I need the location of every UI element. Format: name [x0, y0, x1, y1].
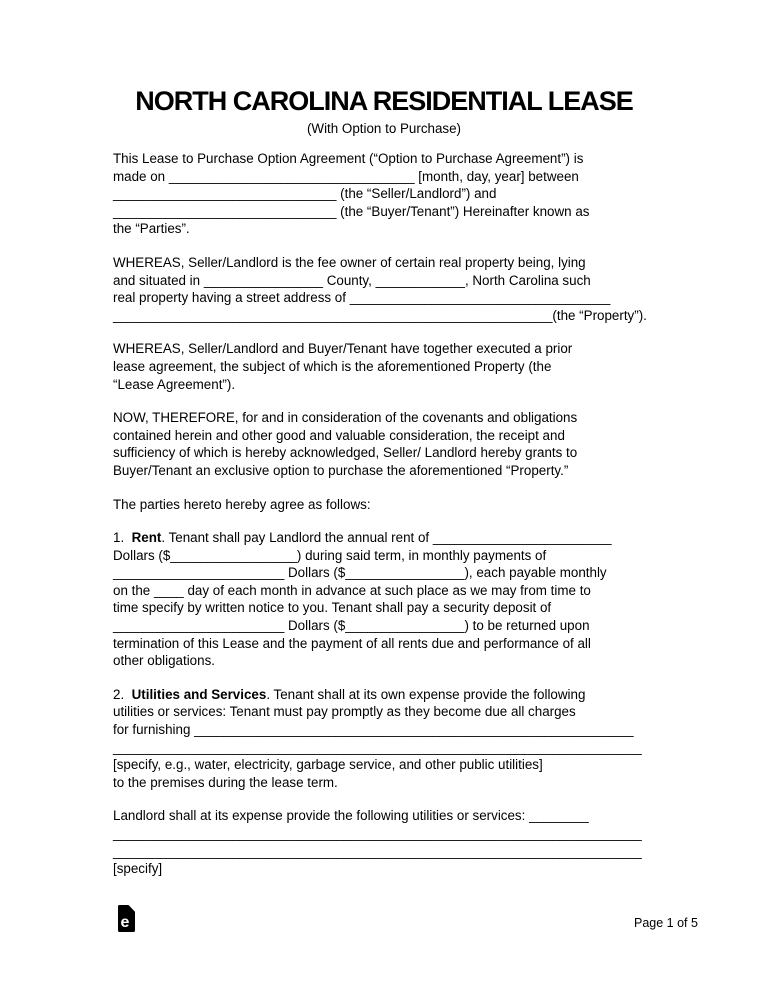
- text-line: _______________________________________________________________________: [113, 739, 642, 755]
- text-line: WHEREAS, Seller/Landlord and Buyer/Tenant have together executed a prior: [113, 341, 573, 357]
- paragraph: [113, 496, 658, 514]
- paragraph: [113, 807, 658, 877]
- text-line: 2. Utilities and Services. Tenant shall at its own expense provide the following: [113, 686, 586, 702]
- text-line: _______________________ Dollars ($________________) to be returned upon: [113, 618, 590, 634]
- text-line: ______________________________ (the “Seller/Landlord”) and: [113, 186, 497, 202]
- eforms-logo: [118, 905, 135, 932]
- text-line: “Lease Agreement”).: [113, 376, 236, 392]
- text-line: utilities or services: Tenant must pay promptly as they become due all charges: [113, 704, 576, 720]
- text-line: NOW, THEREFORE, for and in consideration of the covenants and obligations: [113, 410, 578, 426]
- text-line: ___________________________________________________________(the “Property”).: [113, 307, 647, 323]
- document-subtitle: (With Option to Purchase): [306, 121, 462, 136]
- text-line: lease agreement, the subject of which is the aforementioned Property (the: [113, 358, 552, 374]
- text-line: on the ____ day of each month in advance at such place as we may from time to: [113, 582, 591, 598]
- text-line: 1. Rent. Tenant shall pay Landlord the annual rent of ________________________: [113, 530, 612, 546]
- text-line: for furnishing ___________________________________________________________: [113, 722, 634, 738]
- text-line: _______________________________________________________________________: [113, 843, 642, 859]
- text-line: _______________________ Dollars ($________________), each payable monthly: [113, 565, 607, 581]
- text-line: WHEREAS, Seller/Landlord is the fee owner of certain real property being, lying: [113, 254, 586, 270]
- text-line: and situated in ________________ County, ____________, North Carolina such: [113, 272, 591, 288]
- text-line: termination of this Lease and the payment of all rents due and performance of all: [113, 635, 591, 651]
- text-line: sufficiency of which is hereby acknowledged, Seller/ Landlord hereby grants to: [113, 445, 578, 461]
- text-line: _______________________________________________________________________: [113, 826, 642, 841]
- paragraph: [113, 340, 658, 393]
- text-line: real property having a street address of ___________________________________: [113, 290, 611, 306]
- text-line: [specify]: [113, 861, 163, 877]
- paragraph: [113, 150, 658, 238]
- paragraph: [113, 529, 658, 670]
- text-line: Buyer/Tenant an exclusive option to purchase the aforementioned “Property.”: [113, 462, 569, 478]
- text-line: made on _________________________________ [month, day, year] between: [113, 168, 579, 184]
- text-line: [specify, e.g., water, electricity, garbage service, and other public utilities]: [113, 757, 543, 773]
- text-line: Dollars ($_________________) during said term, in monthly payments of: [113, 547, 547, 563]
- text-line: Landlord shall at its expense provide the following utilities or services: ________: [113, 808, 589, 824]
- page-number: Page 1 of 5: [634, 916, 698, 930]
- text-line: The parties hereto hereby agree as follows:: [113, 496, 371, 512]
- text-line: the “Parties”.: [113, 221, 190, 237]
- text-line: This Lease to Purchase Option Agreement (“Option to Purchase Agreement”) is: [113, 151, 584, 166]
- text-line: ______________________________ (the “Buyer/Tenant”) Hereinafter known as: [113, 203, 590, 219]
- paragraph: [113, 409, 658, 479]
- logo-letter: e: [120, 914, 130, 931]
- text-line: other obligations.: [113, 653, 215, 669]
- document-title: NORTH CAROLINA RESIDENTIAL LEASE: [135, 86, 633, 116]
- document-body: [113, 150, 658, 878]
- text-line: contained herein and other good and valuable consideration, the receipt and: [113, 427, 565, 443]
- paragraph: [113, 254, 658, 324]
- paragraph: [113, 686, 658, 792]
- text-line: to the premises during the lease term.: [113, 774, 338, 790]
- text-line: time specify by written notice to you. Tenant shall pay a security deposit of: [113, 600, 552, 616]
